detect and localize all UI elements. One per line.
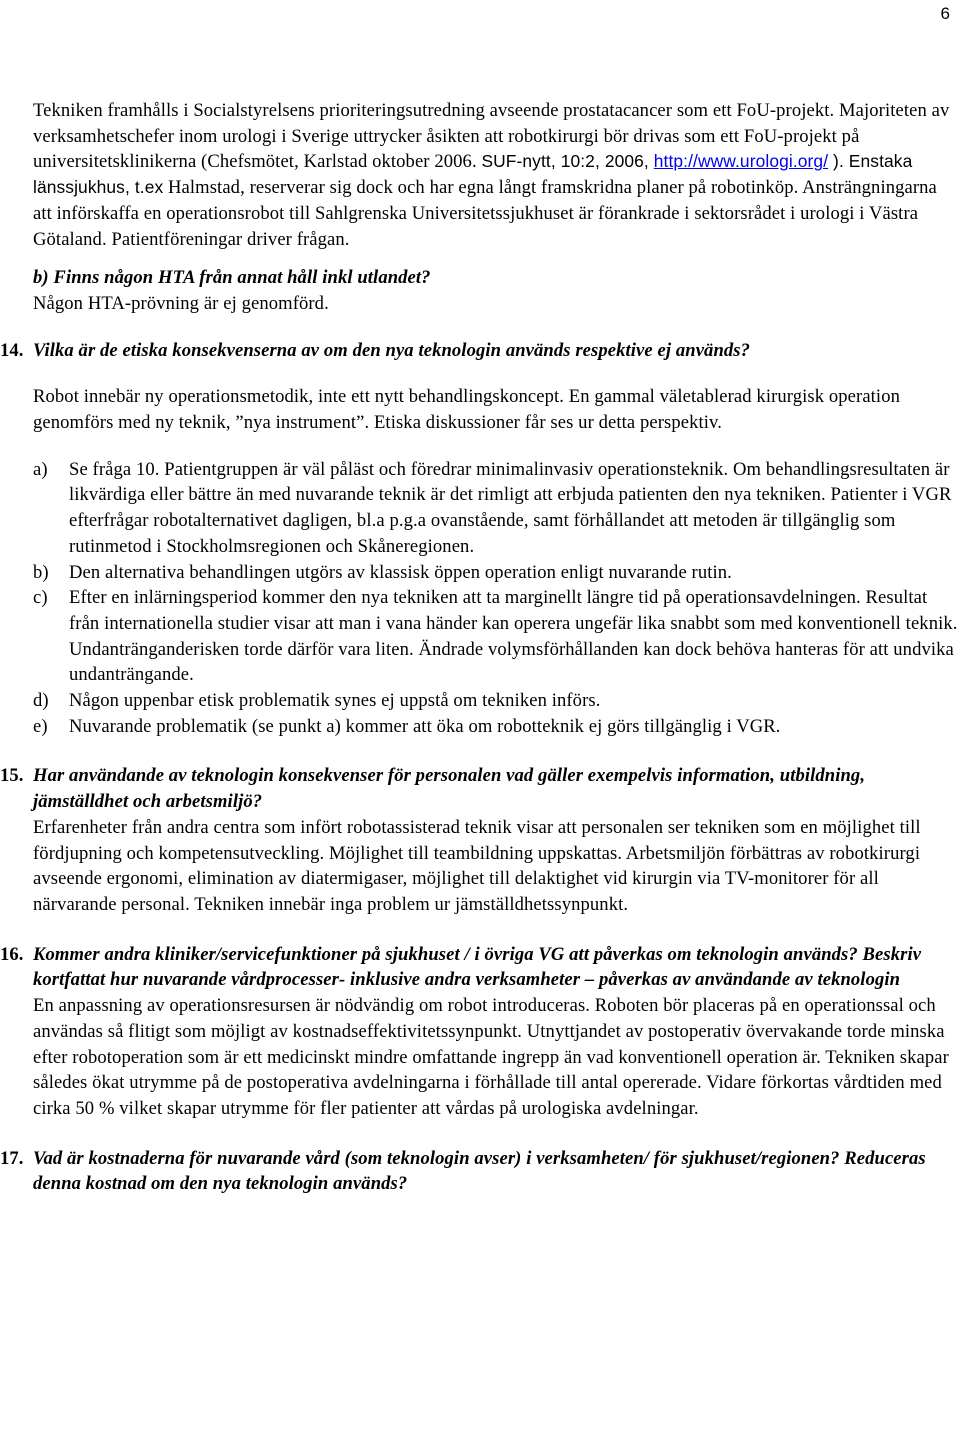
q16-answer: En anpassning av operationsresursen är nödvändig om robot introduceras. Roboten bör placeras på en operationssal och användas så flitigt som möjligt av kostnadseffektivitetssynpunkt. Utnyttjandet av postoperativ övervakande torde minska efter robotoperation som är ett medicinskt mindre omfattande ingrepp än vad konventionell operation är. Tekniken skapar således ökat utrymme på de postoperativa avdelningarna i förhållade till antal opererade. Vidare förkortas vårdtiden med cirka 50 % vilket skapar utrymme för fler patienter att vårdas på urologiska avdelningar. <box>33 995 949 1119</box>
q16-question-text: Kommer andra kliniker/servicefunktioner på sjukhuset / i övriga VG att påverkas om teknologin används? Beskriv kortfattat hur nuvarande vårdprocesser- inklusive andra verksamheter – påverkas av användande av teknologin <box>33 943 922 991</box>
q15-answer: Erfarenheter från andra centra som infört robotassisterad teknik visar att personalen ser tekniken som en möjlighet till fördjupning och kompetensutveckling. Möjlighet till teambildning uppskattas. Arbetsmiljön förbättras av robotkirurgi avseende ergonomi, elimination av diatermigaser, möjlighet till delaktighet vid kirurgin via TV-monitorer för all närvarande personal. Tekniken innebär inga problem ur jämställdhetssynpunkt. <box>33 816 921 915</box>
urologi-link[interactable]: http://www.urologi.org/ <box>653 151 829 172</box>
q14-question-text: Vilka är de etiska konsekvenserna av om den nya teknologin används respektive ej används? <box>33 339 751 361</box>
list-item-a <box>33 457 958 560</box>
list-marker: a) <box>33 458 48 480</box>
q14-list <box>33 457 958 740</box>
q13b-answer: Någon HTA-prövning är ej genomförd. <box>33 292 329 314</box>
q15-question <box>0 763 958 814</box>
list-item-e <box>33 714 958 740</box>
list-marker: e) <box>33 715 48 737</box>
list-marker: b) <box>33 561 49 583</box>
intro-citation: SUF-nytt, 10:2, 2006, <box>481 151 654 172</box>
q16-question <box>0 942 958 993</box>
q14-number: 14. <box>0 339 24 361</box>
q14-answer: Robot innebär ny operationsmetodik, inte ett nytt behandlingskoncept. En gammal väletablerad kirurgisk operation genomförs med ny teknik, ”nya instrument”. Etiska diskussioner får ses ur detta perspektiv. <box>33 386 900 434</box>
q15-number: 15. <box>0 765 24 787</box>
q16-number: 16. <box>0 943 24 965</box>
list-item-text: Den alternativa behandlingen utgörs av klassisk öppen operation enligt nuvarande rutin. <box>69 561 732 583</box>
q17-question-text: Vad är kostnaderna för nuvarande vård (som teknologin avser) i verksamheten/ för sjukhuset/regionen? Reduceras denna kostnad om den nya teknologin används? <box>33 1147 926 1195</box>
q15-question-text: Har användande av teknologin konsekvenser för personalen vad gäller exempelvis information, utbildning, jämställdhet och arbetsmiljö? <box>33 765 866 813</box>
page-number: 6 <box>940 4 950 23</box>
q14-question <box>0 338 958 364</box>
q17-question <box>0 1146 958 1197</box>
document-body <box>0 98 958 1197</box>
list-item-text: Nuvarande problematik (se punkt a) kommer att öka om robotteknik ej görs tillgänglig i VGR. <box>69 715 781 737</box>
list-item-text: Se fråga 10. Patientgruppen är väl påläst och föredrar minimalinvasiv operationsteknik. Om behandlingsresultaten är likvärdiga eller bättre än med nuvarande teknik är det rimligt att erbjuda patienten den nya tekniken. Patienter i VGR efterfrågar robotalternativet dagligen, bl.a p.g.a ovanstående, samt förhållandet att metoden är tillgänglig som rutinmetod i Stockholmsregionen och Skåneregionen. <box>69 458 952 557</box>
list-marker: c) <box>33 587 48 609</box>
list-item-text: Någon uppenbar etisk problematik synes ej uppstå om tekniken införs. <box>69 690 601 712</box>
list-marker: d) <box>33 690 49 712</box>
q17-number: 17. <box>0 1147 24 1169</box>
list-item-d <box>33 688 958 714</box>
list-item-text: Efter en inlärningsperiod kommer den nya tekniken att ta marginellt längre tid på operationsavdelningen. Resultat från internationella studier visar att man i vana händer kan operera ungefär lika snabbt som med konventionell teknik. Undantränganderisken torde därför vara liten. Ändrade volymsförhållanden kan dock behöva hanteras för att undvika undanträngande. <box>69 587 958 686</box>
intro-citation-end: ). Enstaka länssjukhus, t.ex <box>33 151 913 198</box>
q13b-question: b) Finns någon HTA från annat håll inkl utlandet? <box>33 267 431 289</box>
intro-paragraph <box>33 98 958 252</box>
intro-text-1: Tekniken framhålls i Socialstyrelsens prioriteringsutredning avseende prostatacancer som ett FoU-projekt. Majoriteten av verksamhetschefer inom urologi i Sverige uttrycker åsikten att robotkirurgi bör drivas som ett FoU-projekt på universitetsklinikerna (Chefsmötet, Karlstad oktober 2006. <box>33 100 950 173</box>
list-item-b <box>33 560 958 586</box>
list-item-c <box>33 585 958 688</box>
intro-text-2: Halmstad, reserverar sig dock och har egna långt framskridna planer på robotinköp. Ansträngningarna att införskaffa en operationsrobot till Sahlgrenska Universitetssjukhuset är förankrade i sektorsrådet i urologi i Västra Götaland. Patientföreningar driver frågan. <box>33 177 937 250</box>
